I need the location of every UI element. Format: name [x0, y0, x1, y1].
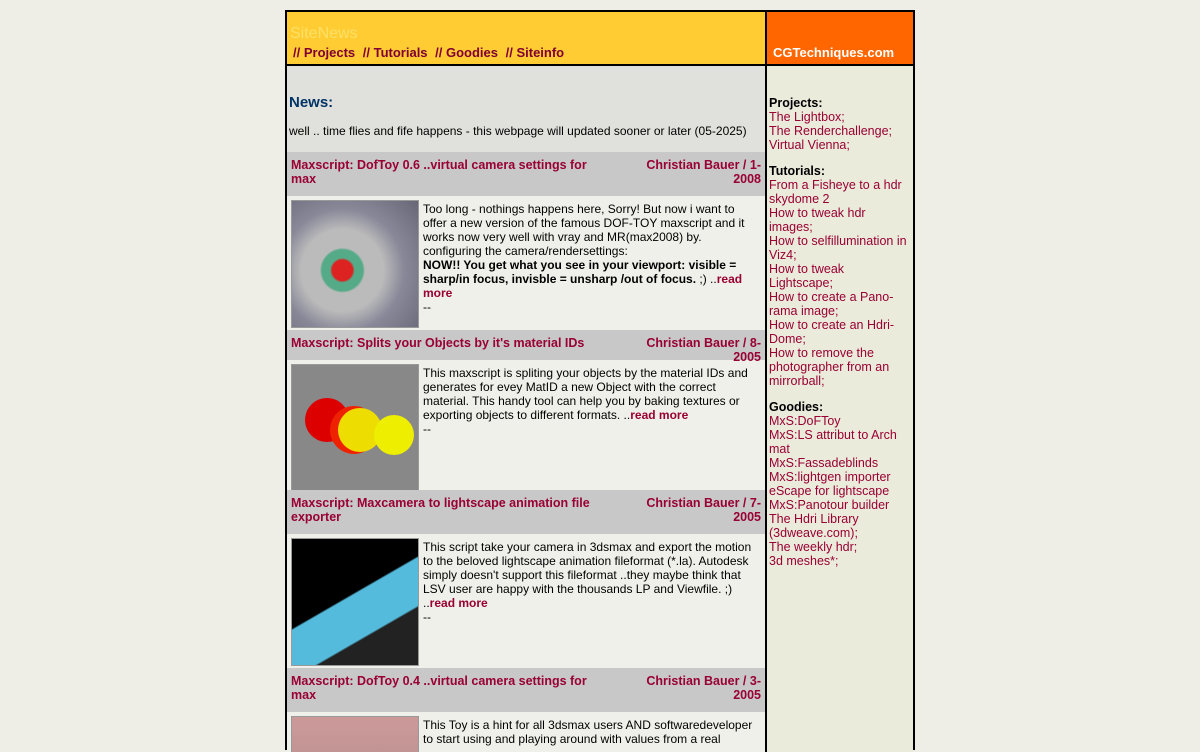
article-image[interactable] — [291, 716, 419, 752]
sidebar-link[interactable]: The Hdri Library (3dweave.com); — [769, 512, 859, 540]
news-heading: News: — [289, 94, 334, 111]
tutorials-section — [769, 164, 911, 388]
nav-projects[interactable]: // Projects — [293, 45, 356, 60]
tutorials-heading: Tutorials: — [769, 164, 826, 178]
page-frame — [285, 10, 915, 750]
sidebar-link[interactable]: The Renderchallenge; — [769, 124, 892, 138]
article-separator: -- — [423, 610, 431, 624]
sidebar-link[interactable]: How to remove the photographer from an mirrorball; — [769, 346, 890, 388]
article-header — [287, 490, 765, 534]
sidebar-link[interactable]: How to create an Hdri-Dome; — [769, 318, 895, 346]
news-section — [287, 66, 765, 152]
sidebar-link[interactable]: MxS:Panotour builder — [769, 498, 890, 512]
goodies-section — [769, 400, 911, 568]
article-image[interactable] — [291, 538, 419, 666]
goodies-heading: Goodies: — [769, 400, 824, 414]
brand-bar — [767, 12, 913, 66]
article-body — [287, 712, 765, 752]
article-text — [423, 366, 753, 436]
article-separator: -- — [423, 300, 431, 314]
article-body-text: Too long - nothings happens here, Sorry! But now i want to offer a new version of the famous DOF-TOY maxscript and it works now very well with vray and MR(max2008) by. configuring the camera/rendersettings: — [423, 202, 745, 258]
sidebar-link[interactable]: How to selfillumination in Viz4; — [769, 234, 907, 262]
read-more-link[interactable]: read more — [429, 596, 488, 610]
sidebar-link[interactable]: MxS:DoFToy — [769, 414, 841, 428]
nav-siteinfo[interactable]: // Siteinfo — [505, 45, 565, 60]
article-title[interactable]: Maxscript: Maxcamera to lightscape animation file exporter — [291, 496, 590, 524]
article-meta: Christian Bauer / 3-2005 — [646, 674, 761, 702]
article-body-text: This script take your camera in 3dsmax and export the motion to the beloved lightscape animation fileformat (*.la). Autodesk simply doesn't support this fileformat ..they maybe think that LSV user are happy with the thousands LP and Viewfile. ;) .. — [423, 540, 752, 610]
main-nav — [293, 45, 568, 60]
sidebar-link[interactable]: MxS:LS attribut to Arch mat — [769, 428, 897, 456]
article-title[interactable]: Maxscript: Splits your Objects by it's material IDs — [291, 336, 585, 350]
news-text: well .. time flies and fife happens - this webpage will updated sooner or later (05-2025) — [289, 124, 747, 138]
article-meta: Christian Bauer / 8-2005 — [646, 336, 761, 364]
article-image[interactable] — [291, 364, 419, 492]
sidebar-link[interactable]: MxS:lightgen importer — [769, 470, 891, 484]
article-body — [287, 360, 765, 490]
nav-goodies[interactable]: // Goodies — [435, 45, 498, 60]
sidebar-link[interactable]: eScape for lightscape — [769, 484, 890, 498]
read-more-link[interactable]: read more — [630, 408, 689, 422]
sidebar-link[interactable]: The weekly hdr; — [769, 540, 858, 554]
main-content — [287, 66, 767, 752]
article-header — [287, 668, 765, 712]
article-body — [287, 196, 765, 330]
sidebar-link[interactable]: How to tweak Lightscape; — [769, 262, 845, 290]
article-image[interactable] — [291, 200, 419, 328]
article-body — [287, 534, 765, 668]
site-title: SiteNews — [290, 25, 358, 42]
article-text — [423, 540, 753, 624]
sidebar-link[interactable]: Virtual Vienna; — [769, 138, 850, 152]
sidebar-link[interactable]: MxS:Fassadeblinds — [769, 456, 879, 470]
article-text — [423, 202, 753, 314]
article-title[interactable]: Maxscript: DofToy 0.6 ..virtual camera settings for max — [291, 158, 587, 186]
article-separator: -- — [423, 422, 431, 436]
spheres-illustration — [292, 365, 418, 491]
brand-link[interactable]: CGTechniques.com — [773, 45, 895, 60]
article-title[interactable]: Maxscript: DofToy 0.4 ..virtual camera settings for max — [291, 674, 587, 702]
article-header — [287, 152, 765, 196]
article-body-text: This Toy is a hint for all 3dsmax users AND softwaredeveloper to start using and playing around with values from a real — [423, 718, 753, 746]
article-bold-text: NOW!! You get what you see in your viewport: visible = sharp/in focus, invisble = unsharp /out of focus. — [423, 258, 737, 286]
sidebar-link[interactable]: How to create a Pano-rama image; — [769, 290, 894, 318]
sidebar-link[interactable]: 3d meshes*; — [769, 554, 839, 568]
nav-tutorials[interactable]: // Tutorials — [362, 45, 428, 60]
article-meta: Christian Bauer / 7-2005 — [646, 496, 761, 524]
sidebar-link[interactable]: How to tweak hdr images; — [769, 206, 866, 234]
article-header — [287, 330, 765, 364]
sidebar-link[interactable]: The Lightbox; — [769, 110, 845, 124]
sidebar-link[interactable]: From a Fisheye to a hdr skydome 2 — [769, 178, 902, 206]
article-tail-text: ;) .. — [699, 272, 717, 286]
projects-section — [769, 96, 911, 152]
projects-heading: Projects: — [769, 96, 823, 110]
article-text — [423, 718, 753, 746]
header-bar — [287, 12, 767, 66]
sidebar — [767, 66, 913, 752]
article-body-text: This maxscript is spliting your objects by the material IDs and generates for evey MatID a new Object with the correct material. This handy tool can help you by baking textures or exporting objects to different formats. .. — [423, 366, 748, 422]
article-meta: Christian Bauer / 1-2008 — [646, 158, 761, 186]
read-more-link[interactable]: read more — [423, 272, 743, 300]
